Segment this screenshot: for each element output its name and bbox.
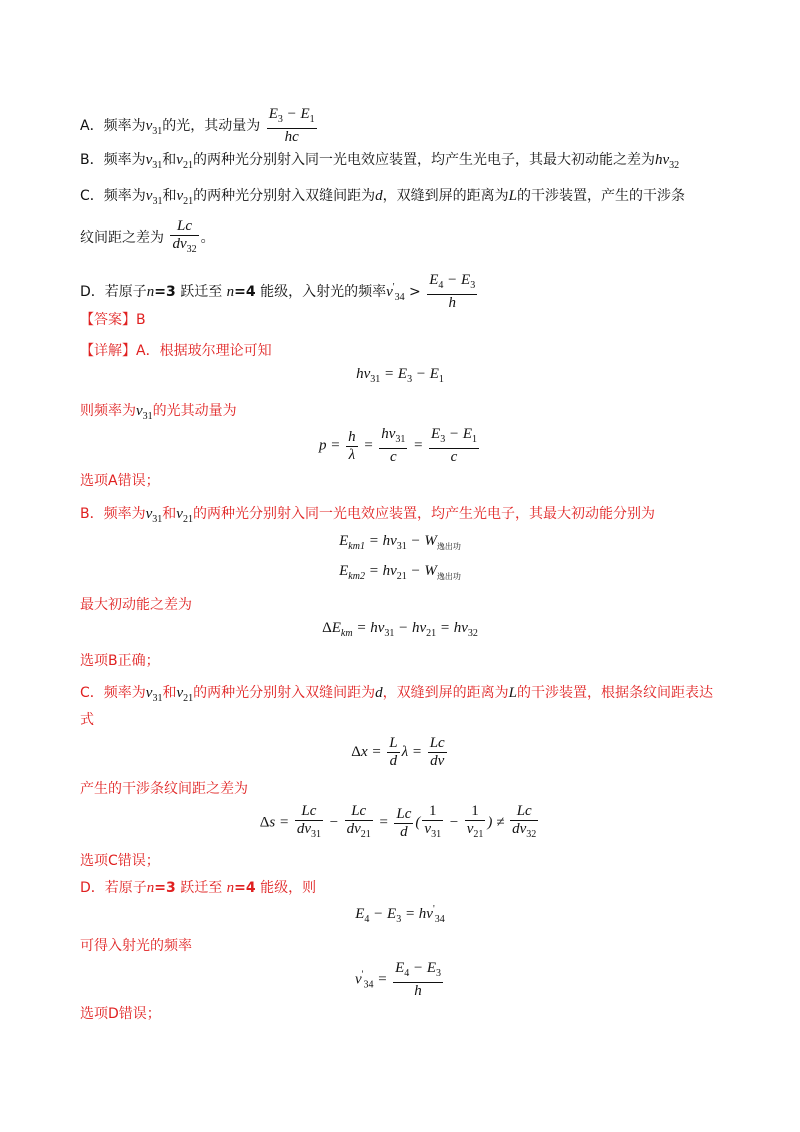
formula-delta-ekm: $\Delta E_{km} = h\nu_{31} - h\nu_{21} = h\nu_{32}$ xyxy=(322,620,478,639)
explanation-c-intro-3: 的两种光分别射入双缝间距为 xyxy=(193,685,376,701)
formula-delta-s: Δs = $\frac{Lc}{d\nu_{31}}$ − $\frac{Lc}{d\nu_{21}}$ = $\frac{Lc}{d}$ ( $\frac{1}{\nu_{31}}$ − $\frac{1}{\nu_{21}}$ ) ≠ $\frac{Lc}{d\nu_{32}}$ xyxy=(259,803,537,840)
explanation-c-intro-4: ，双缝到屏的距离为 xyxy=(382,685,509,701)
explanation-d-conclusion: 选项D错误； xyxy=(80,1006,161,1022)
option-c-text-3: 的两种光分别射入双缝间距为 xyxy=(193,188,376,204)
explanation-c-intro-2: 和 xyxy=(162,685,177,701)
n-value-4: =4 xyxy=(234,284,256,300)
option-d-text-3: 能级，入射光的频率 xyxy=(260,284,387,300)
option-c-line-2 xyxy=(80,218,215,258)
nu31-symbol: $\nu_{31}$ xyxy=(145,152,163,171)
option-d-text-1: D．若原子 xyxy=(80,284,147,300)
formula-nu34: $\nu'_{34}$ = $\frac{E_4 - E_3}{h}$ xyxy=(354,960,442,999)
answer-value: B xyxy=(136,312,146,328)
explanation-a-intro xyxy=(80,341,272,361)
w-subscript-2: 逸出功 xyxy=(436,572,461,581)
option-d-text-2: 跃迁至 xyxy=(180,284,223,300)
nu31-symbol: $\nu_{31}$ xyxy=(145,188,163,207)
formula-delta-x: Δx = $\frac{L}{d}$ λ = $\frac{Lc}{d\nu}$ xyxy=(351,735,445,769)
option-d: D．若原子n=3 跃迁至 n=4 能级，入射光的频率$\nu'_{34}$ > $\frac{E_4 - E_3}{h}$ xyxy=(80,272,476,311)
explanation-a-mid-2: 的光其动量为 xyxy=(152,403,237,419)
option-c-text-4: ，双缝到屏的距离为 xyxy=(382,188,509,204)
nu21-symbol: $\nu_{21}$ xyxy=(176,152,193,171)
explanation-c-intro-line2: 式 xyxy=(80,712,94,728)
explanation-b-intro-3: 的两种光分别射入同一光电效应装置，均产生光电子，其最大初动能分别为 xyxy=(192,506,655,522)
nu31-symbol: $\nu_{31}$ xyxy=(145,506,163,525)
explanation-c-intro xyxy=(80,683,713,709)
option-c-line2-text: 纹间距之差为 xyxy=(80,230,164,246)
formula-e4-e3: $E_4 - E_3 = h\nu'_{34}$ xyxy=(355,904,445,925)
l-symbol: L xyxy=(508,188,517,204)
explanation-a-mid xyxy=(80,401,237,427)
explanation-c-intro-1: C．频率为 xyxy=(80,685,146,701)
formula-momentum: p = $\frac{h}{\lambda}$ = $\frac{h\nu_{31}}{c}$ = $\frac{E_3 - E_1}{c}$ xyxy=(318,426,477,465)
n-symbol: n xyxy=(226,284,235,300)
explanation-a-conclusion: 选项A错误； xyxy=(80,473,160,489)
nu31-symbol: $\nu_{31}$ xyxy=(145,685,163,704)
explanation-b-intro xyxy=(80,504,655,530)
answer-label: 【答案】 xyxy=(80,312,136,328)
nu31-symbol: $\nu_{31}$ xyxy=(145,118,163,137)
fraction-e3-e1-over-hc: $\frac{E_3 - E_1}{hc}$ xyxy=(268,106,315,145)
fraction-lc-over-dnu32: $\frac{Lc}{d\nu_{32}}$ xyxy=(172,218,197,255)
explanation-d-intro-1: D．若原子 xyxy=(80,880,147,896)
explanation-b-intro-2: 和 xyxy=(162,506,177,522)
nu31-symbol: $\nu_{31}$ xyxy=(136,403,153,422)
formula-ekm1: $E_{km1} = h\nu_{31} - W_{逸出功}$ xyxy=(339,533,461,552)
n-value-4: =4 xyxy=(234,880,256,896)
n-value-3: =3 xyxy=(154,284,176,300)
n-symbol: n xyxy=(146,284,155,300)
nu21-symbol: $\nu_{21}$ xyxy=(176,506,193,525)
n-symbol: n xyxy=(226,880,235,896)
explanation-label: 【详解】 xyxy=(80,343,136,359)
formula-ekm2: $E_{km2} = h\nu_{21} - W_{逸出功}$ xyxy=(339,563,461,582)
nu21-symbol: $\nu_{21}$ xyxy=(176,188,194,207)
option-a-text-1: A．频率为 xyxy=(80,118,146,134)
explanation-b-mid: 最大初动能之差为 xyxy=(80,597,192,613)
option-b-text-2: 和 xyxy=(162,152,177,168)
explanation-d-intro-3: 能级，则 xyxy=(260,880,317,896)
explanation-b-conclusion: 选项B正确； xyxy=(80,653,160,669)
d-symbol: d xyxy=(375,188,383,204)
n-value-3: =3 xyxy=(154,880,176,896)
explanation-c-intro-5: 的干涉装置，根据条纹间距表达 xyxy=(516,685,713,701)
option-c-text-1: C．频率为 xyxy=(80,188,146,204)
n-symbol: n xyxy=(146,880,155,896)
d-symbol: d xyxy=(375,685,383,701)
explanation-d-intro-2: 跃迁至 xyxy=(180,880,223,896)
formula-h-nu31: $h\nu_{31} = E_3 - E_1$ xyxy=(356,366,444,385)
option-c-end: 。 xyxy=(200,230,215,246)
option-b-text-1: B．频率为 xyxy=(80,152,146,168)
option-b-text-3: 的两种光分别射入同一光电效应装置，均产生光电子，其最大初动能之差为 xyxy=(192,152,655,168)
explanation-c-mid: 产生的干涉条纹间距之差为 xyxy=(80,781,248,797)
explanation-a-mid-1: 则频率为 xyxy=(80,403,136,419)
nu34-prime-symbol: $\nu'_{34}$ xyxy=(386,282,405,303)
option-a xyxy=(80,106,319,146)
option-b xyxy=(80,150,679,176)
explanation-d-mid: 可得入射光的频率 xyxy=(80,938,192,954)
h-nu32-symbol: $h\nu_{32}$ xyxy=(654,152,680,171)
answer-line xyxy=(80,310,146,330)
option-c xyxy=(80,186,685,212)
fraction-e4-e3-over-h: $\frac{E_4 - E_3}{h}$ xyxy=(429,272,476,311)
explanation-d-intro xyxy=(80,878,316,898)
option-c-text-2: 和 xyxy=(162,188,177,204)
l-symbol: L xyxy=(508,685,517,701)
option-a-text-2: 的光，其动量为 xyxy=(162,118,261,134)
explanation-a-intro-text: A．根据玻尔理论可知 xyxy=(136,343,272,359)
explanation-b-intro-1: B．频率为 xyxy=(80,506,146,522)
w-subscript-1: 逸出功 xyxy=(436,542,461,551)
nu21-symbol: $\nu_{21}$ xyxy=(176,685,194,704)
explanation-c-conclusion: 选项C错误； xyxy=(80,853,160,869)
option-c-text-5: 的干涉装置，产生的干涉条 xyxy=(516,188,685,204)
